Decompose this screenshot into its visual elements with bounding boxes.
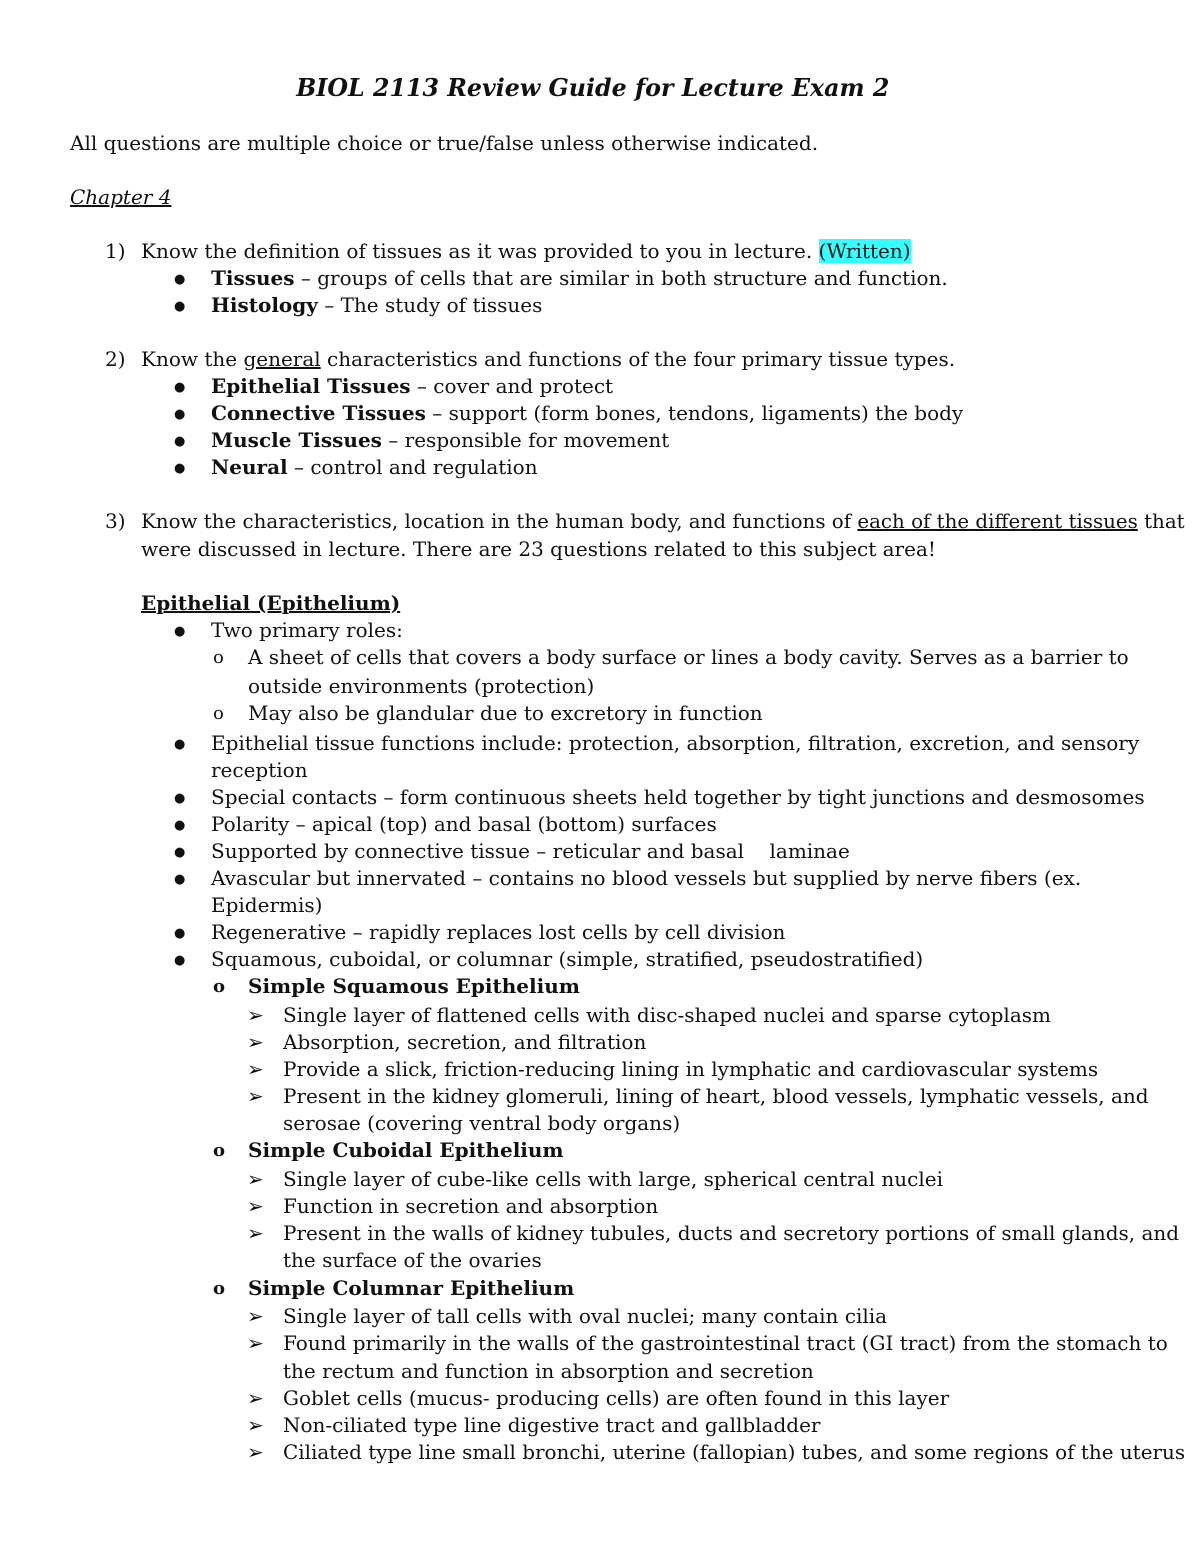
sub-heading-squamous: Simple Squamous Epithelium bbox=[248, 974, 580, 998]
bullet-icon: ● bbox=[174, 818, 186, 833]
arrow-bullet-icon: ➢ bbox=[247, 1440, 264, 1464]
item-text: Present in the walls of kidney tubules, ducts and secretory portions of small glands, and bbox=[283, 1221, 1180, 1245]
circle-bullet-icon: o bbox=[213, 976, 226, 997]
question-number: 2) bbox=[105, 347, 126, 371]
item-text: Found primarily in the walls of the gastrointestinal tract (GI tract) from the stomach to bbox=[283, 1331, 1168, 1355]
term-desc: – support (form bones, tendons, ligaments) the body bbox=[425, 401, 964, 425]
arrow-bullet-icon: ➢ bbox=[247, 1304, 264, 1328]
arrow-bullet-icon: ➢ bbox=[247, 1413, 264, 1437]
circle-bullet-icon: o bbox=[213, 703, 224, 724]
arrow-bullet-icon: ➢ bbox=[247, 1331, 264, 1355]
bullet-icon: ● bbox=[174, 461, 186, 476]
item-text: Absorption, secretion, and filtration bbox=[283, 1030, 647, 1054]
document-title: BIOL 2113 Review Guide for Lecture Exam 2 bbox=[296, 73, 890, 102]
question-text: Know the definition of tissues as it was provided to you in lecture. bbox=[141, 239, 813, 263]
bullet-icon: ● bbox=[174, 845, 186, 860]
item-text: Special contacts – form continuous sheets held together by tight junctions and desmosomes bbox=[211, 785, 1145, 809]
intro-text: All questions are multiple choice or true/false unless otherwise indicated. bbox=[70, 131, 819, 155]
term: Connective Tissues bbox=[211, 401, 426, 425]
item-text: Function in secretion and absorption bbox=[283, 1194, 659, 1218]
item-text-continued: serosae (covering ventral body organs) bbox=[283, 1111, 681, 1135]
text-segment: Know the bbox=[141, 347, 244, 371]
term-desc: – control and regulation bbox=[287, 455, 538, 479]
sub-heading-cuboidal: Simple Cuboidal Epithelium bbox=[248, 1138, 564, 1162]
bullet-icon: ● bbox=[174, 737, 186, 752]
bullet-icon: ● bbox=[174, 272, 186, 287]
item-text: Two primary roles: bbox=[211, 618, 403, 642]
term: Neural bbox=[211, 455, 288, 479]
item-text-continued: the rectum and function in absorption and secretion bbox=[283, 1359, 814, 1383]
arrow-bullet-icon: ➢ bbox=[247, 1167, 264, 1191]
arrow-bullet-icon: ➢ bbox=[247, 1057, 264, 1081]
item-text: May also be glandular due to excretory in function bbox=[248, 701, 763, 725]
bullet-icon: ● bbox=[174, 926, 186, 941]
bullet-icon: ● bbox=[174, 299, 186, 314]
item-text: Provide a slick, friction-reducing lining in lymphatic and cardiovascular systems bbox=[283, 1057, 1099, 1081]
term: Histology bbox=[211, 293, 318, 317]
bullet-icon: ● bbox=[174, 624, 186, 639]
item-text-continued: the surface of the ovaries bbox=[283, 1248, 542, 1272]
item-text: Single layer of cube-like cells with large, spherical central nuclei bbox=[283, 1167, 944, 1191]
item-text: Single layer of tall cells with oval nuclei; many contain cilia bbox=[283, 1304, 888, 1328]
text-segment: Know the characteristics, location in the human body, and functions of bbox=[141, 509, 858, 533]
item-text-continued: outside environments (protection) bbox=[248, 674, 595, 698]
underlined-text: general bbox=[243, 347, 321, 371]
item-text: Single layer of flattened cells with disc-shaped nuclei and sparse cytoplasm bbox=[283, 1003, 1051, 1027]
item-text: Present in the kidney glomeruli, lining of heart, blood vessels, lymphatic vessels, and bbox=[283, 1084, 1149, 1108]
sub-heading-columnar: Simple Columnar Epithelium bbox=[248, 1276, 575, 1300]
term-desc: – cover and protect bbox=[410, 374, 614, 398]
question-3-text-line-2: were discussed in lecture. There are 23 questions related to this subject area! bbox=[141, 537, 936, 561]
question-2-text-line bbox=[141, 346, 955, 373]
item-text: Supported by connective tissue – reticular and basal laminae bbox=[211, 839, 850, 863]
text-segment: characteristics and functions of the four primary tissue types. bbox=[320, 347, 956, 371]
question-number: 3) bbox=[105, 509, 126, 533]
underlined-text: each of the different tissues bbox=[857, 509, 1138, 533]
question-3-text-line bbox=[141, 508, 1185, 535]
section-heading-epithelial: Epithelial (Epithelium) bbox=[141, 591, 401, 615]
arrow-bullet-icon: ➢ bbox=[247, 1221, 264, 1245]
written-tag: (Written) bbox=[818, 239, 911, 263]
term-desc: – groups of cells that are similar in both structure and function. bbox=[294, 266, 948, 290]
arrow-bullet-icon: ➢ bbox=[247, 1194, 264, 1218]
chapter-heading: Chapter 4 bbox=[70, 185, 172, 209]
term-desc: – The study of tissues bbox=[317, 293, 543, 317]
item-text: A sheet of cells that covers a body surface or lines a body cavity. Serves as a barrier to bbox=[248, 645, 1129, 669]
term: Muscle Tissues bbox=[211, 428, 382, 452]
circle-bullet-icon: o bbox=[213, 1278, 226, 1299]
circle-bullet-icon: o bbox=[213, 1140, 226, 1161]
bullet-icon: ● bbox=[174, 953, 186, 968]
item-text: Goblet cells (mucus- producing cells) are often found in this layer bbox=[283, 1386, 950, 1410]
bullet-icon: ● bbox=[174, 791, 186, 806]
item-text: Squamous, cuboidal, or columnar (simple, stratified, pseudostratified) bbox=[211, 947, 924, 971]
question-number: 1) bbox=[105, 239, 126, 263]
item-text: Regenerative – rapidly replaces lost cells by cell division bbox=[211, 920, 786, 944]
arrow-bullet-icon: ➢ bbox=[247, 1003, 264, 1027]
item-text-continued: reception bbox=[211, 758, 308, 782]
item-text-continued: Epidermis) bbox=[211, 893, 323, 917]
term: Epithelial Tissues bbox=[211, 374, 411, 398]
bullet-icon: ● bbox=[174, 872, 186, 887]
arrow-bullet-icon: ➢ bbox=[247, 1386, 264, 1410]
item-text: Ciliated type line small bronchi, uterine (fallopian) tubes, and some regions of the uterus bbox=[283, 1440, 1186, 1464]
bullet-icon: ● bbox=[174, 407, 186, 422]
term-desc: – responsible for movement bbox=[381, 428, 670, 452]
bullet-icon: ● bbox=[174, 434, 186, 449]
item-text: Polarity – apical (top) and basal (bottom) surfaces bbox=[211, 812, 717, 836]
circle-bullet-icon: o bbox=[213, 647, 224, 668]
item-text: Epithelial tissue functions include: protection, absorption, filtration, excretion, and sensory bbox=[211, 731, 1140, 755]
question-1-text-line bbox=[141, 238, 911, 265]
item-text: Non-ciliated type line digestive tract and gallbladder bbox=[283, 1413, 821, 1437]
term: Tissues bbox=[211, 266, 295, 290]
item-text: Avascular but innervated – contains no blood vessels but supplied by nerve fibers (ex. bbox=[211, 866, 1082, 890]
text-segment: that bbox=[1137, 509, 1185, 533]
arrow-bullet-icon: ➢ bbox=[247, 1084, 264, 1108]
bullet-icon: ● bbox=[174, 380, 186, 395]
arrow-bullet-icon: ➢ bbox=[247, 1030, 264, 1054]
